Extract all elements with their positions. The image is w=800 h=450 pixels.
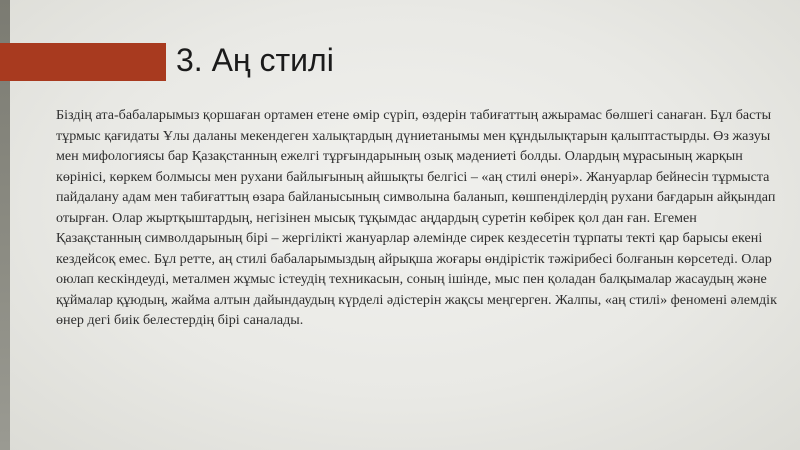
body-paragraph: Біздің ата-бабаларымыз қоршаған ортамен етене өмір сүріп, өздерін табиғаттың ажырамас бөлшегі санаған. Бұл басты тұрмыс қағидаты Ұлы даланы мекендеген халықтардың дүниетанымы мен құндылықтарын қалыптастырды. Өз жазуы мен мифологиясы бар Қазақстанның ежелгі тұрғындарының озық мәдениеті болды. Олардың мұрасының жарқын көрінісі, көркем болмысы мен рухани байлығының айшықты белгісі – «аң стилі өнері». Жануарлар бейнесін тұрмыста пайдалану адам мен табиғаттың өзара байланысының символына баланып, көшпенділердің рухани бағдарын айқындап отырған. Олар жыртқыштардың, негізінен мысық тұқымдас аңдардың суретін көбірек қол дан ған. Егемен Қазақстанның символдарының бірі – жергілікті жануарлар әлемінде сирек кездесетін тұрпаты текті қар барысы екені кездейсоқ емес. Бұл ретте, аң стилі бабаларымыздың айрықша жоғары өндірістік тәжірибесі болғанын көрсетеді. Олар оюлап кескіндеуді, металмен жұмыс істеудің техникасын, соның ішінде, мыс пен қоладан балқымалар жасаудың және құймалар құюдың, жайма алтын дайындаудың күрделі әдістерін жақсы меңгерген. Жалпы, «аң стилі» феномені әлемдік өнер дегі биік белестердің бірі саналады. [56, 107, 777, 328]
content-area [40, 105, 785, 331]
title-accent-bar [0, 43, 166, 81]
slide-title: 3. Аң стилі [176, 42, 334, 78]
